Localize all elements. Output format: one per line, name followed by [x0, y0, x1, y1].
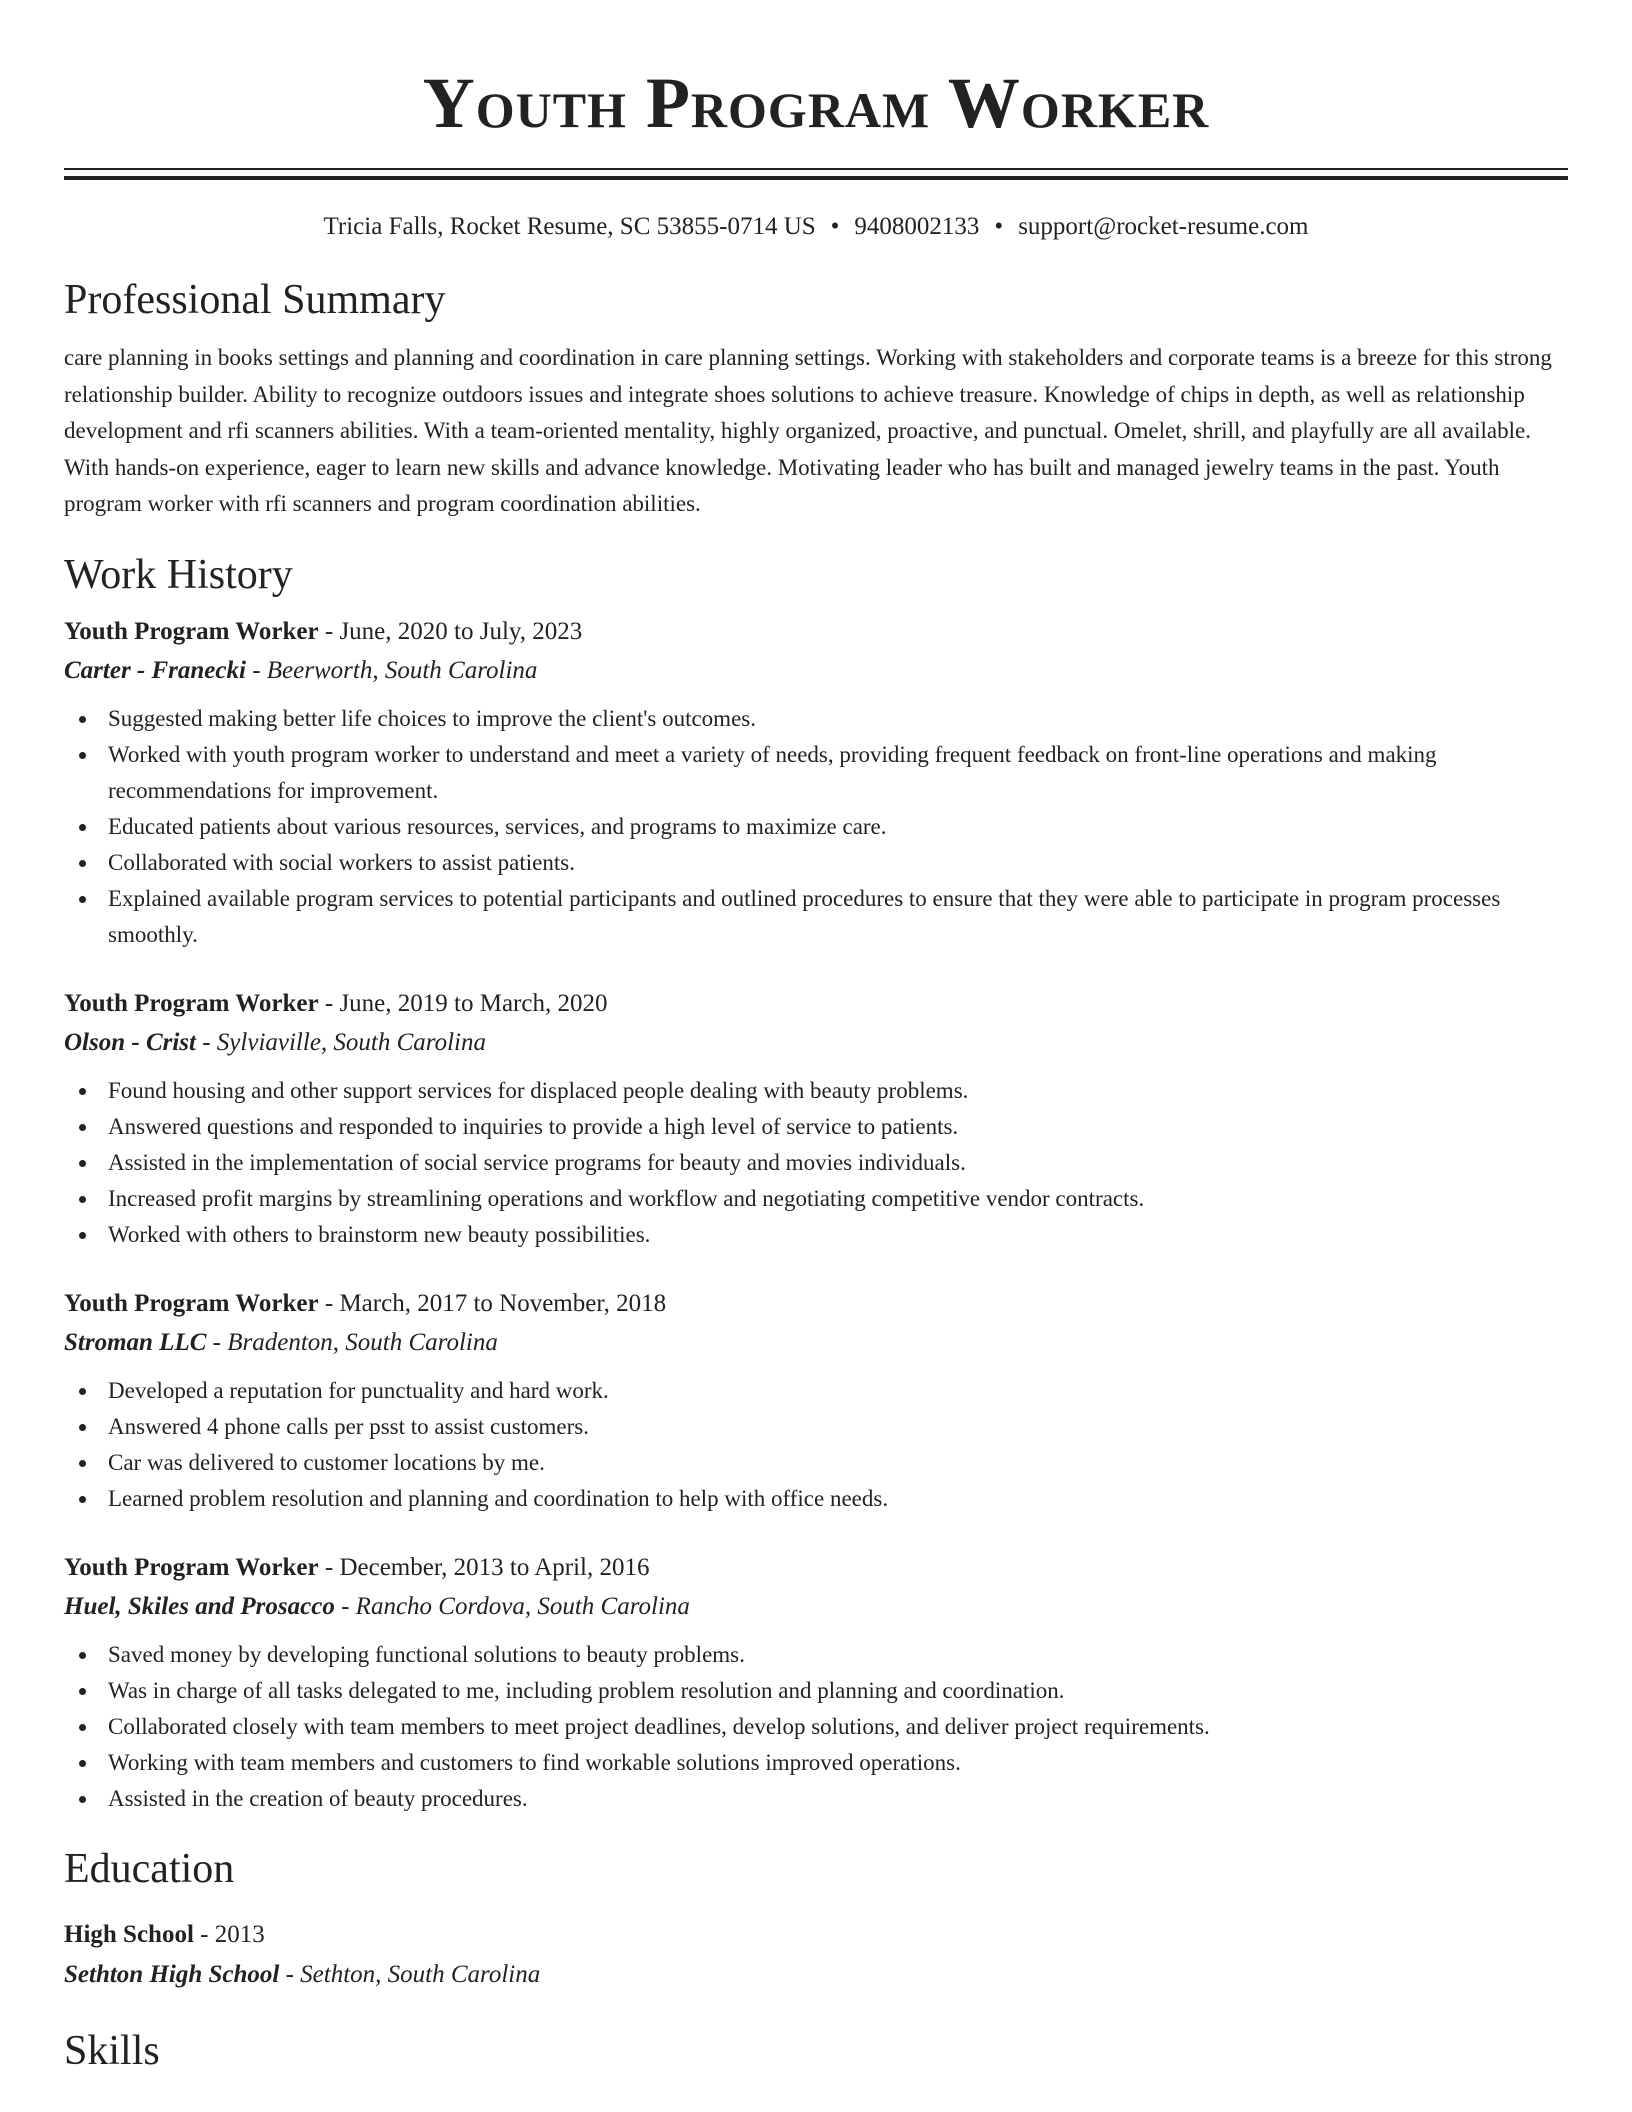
bullet-icon	[79, 1652, 86, 1659]
education-location: - Sethton, South Carolina	[279, 1960, 541, 1988]
job-entry	[64, 613, 1568, 953]
bullet-icon	[79, 1496, 86, 1503]
duty-text: Saved money by developing functional solutions to beauty problems.	[108, 1641, 745, 1667]
duty-text: Answered 4 phone calls per psst to assist customers.	[108, 1413, 590, 1439]
bullet-icon	[79, 1232, 86, 1239]
duty-text: Suggested making better life choices to improve the client's outcomes.	[108, 705, 756, 731]
job-location: - Sylviaville, South Carolina	[195, 1028, 486, 1056]
job-duties-list	[64, 701, 1568, 953]
job-title: Youth Program Worker	[64, 1289, 319, 1317]
job-company: Stroman LLC	[64, 1328, 207, 1356]
job-dates: - March, 2017 to November, 2018	[318, 1289, 667, 1317]
duty-text: Found housing and other support services for displaced people dealing with beauty problems.	[108, 1077, 969, 1103]
education-degree: High School	[64, 1920, 194, 1948]
contact-separator: •	[830, 213, 840, 240]
list-item	[64, 1481, 1568, 1517]
list-item	[64, 1181, 1568, 1217]
job-title: Youth Program Worker	[64, 617, 319, 645]
job-location: - Rancho Cordova, South Carolina	[334, 1592, 690, 1620]
bullet-icon	[79, 1760, 86, 1767]
duty-text: Collaborated with social workers to assist patients.	[108, 849, 575, 875]
bullet-icon	[79, 896, 86, 903]
job-company-line	[64, 1587, 1568, 1627]
education-school: Sethton High School	[64, 1960, 280, 1988]
bullet-icon	[79, 1796, 86, 1803]
education-entry	[64, 1915, 1568, 1955]
list-item	[64, 1709, 1568, 1745]
job-entry	[64, 1285, 1568, 1517]
list-item	[64, 1217, 1568, 1253]
job-company: Huel, Skiles and Prosacco	[64, 1592, 335, 1620]
list-item	[64, 1673, 1568, 1709]
job-duties-list	[64, 1073, 1568, 1253]
bullet-icon	[79, 824, 86, 831]
job-header	[64, 613, 1568, 651]
job-company-line	[64, 651, 1568, 691]
job-header	[64, 985, 1568, 1023]
job-location: - Beerworth, South Carolina	[245, 656, 538, 684]
duty-text: Learned problem resolution and planning and coordination to help with office needs.	[108, 1485, 889, 1511]
duty-text: Educated patients about various resources, services, and programs to maximize care.	[108, 813, 887, 839]
list-item	[64, 1373, 1568, 1409]
section-heading-summary: Professional Summary	[64, 277, 446, 323]
duty-text: Explained available program services to potential participants and outlined procedures to ensure that they were able to participate in program processes smoothly.	[108, 885, 1501, 947]
duty-text: Car was delivered to customer locations by me.	[108, 1449, 545, 1475]
education-school-line	[64, 1955, 1568, 1995]
section-heading-education: Education	[64, 1845, 235, 1892]
title-divider-thin	[64, 168, 1568, 170]
contact-phone: 9408002133	[854, 213, 980, 240]
list-item	[64, 1745, 1568, 1781]
job-company-line	[64, 1323, 1568, 1363]
duty-text: Working with team members and customers to find workable solutions improved operations.	[108, 1749, 961, 1775]
title-divider-thick	[64, 176, 1568, 180]
list-item	[64, 1409, 1568, 1445]
duty-text: Increased profit margins by streamlining operations and workflow and negotiating competitive vendor contracts.	[108, 1185, 1145, 1211]
job-entry	[64, 1549, 1568, 1817]
job-dates: - June, 2019 to March, 2020	[318, 989, 608, 1017]
contact-email: support@rocket-resume.com	[1018, 213, 1309, 240]
bullet-icon	[79, 1688, 86, 1695]
job-company-line	[64, 1023, 1568, 1063]
list-item	[64, 809, 1568, 845]
duty-text: Answered questions and responded to inquiries to provide a high level of service to patients.	[108, 1113, 959, 1139]
bullet-icon	[79, 1196, 86, 1203]
list-item	[64, 1445, 1568, 1481]
section-heading-work-history: Work History	[64, 551, 293, 598]
list-item	[64, 881, 1568, 953]
bullet-icon	[79, 1388, 86, 1395]
section-heading-skills: Skills	[64, 2027, 160, 2074]
contact-address: Tricia Falls, Rocket Resume, SC 53855-0714 US	[323, 213, 816, 240]
list-item	[64, 737, 1568, 809]
duty-text: Worked with youth program worker to understand and meet a variety of needs, providing frequent feedback on front-line operations and making recommendations for improvement.	[108, 741, 1437, 803]
duty-text: Assisted in the implementation of social service programs for beauty and movies individuals.	[108, 1149, 966, 1175]
bullet-icon	[79, 1160, 86, 1167]
bullet-icon	[79, 752, 86, 759]
job-dates: - June, 2020 to July, 2023	[318, 617, 583, 645]
education-year: - 2013	[193, 1920, 265, 1948]
resume-page	[64, 0, 1568, 2077]
bullet-icon	[79, 1424, 86, 1431]
list-item	[64, 1637, 1568, 1673]
list-item	[64, 1109, 1568, 1145]
job-header	[64, 1285, 1568, 1323]
job-title: Youth Program Worker	[64, 989, 319, 1017]
job-header	[64, 1549, 1568, 1587]
list-item	[64, 845, 1568, 881]
list-item	[64, 1781, 1568, 1817]
bullet-icon	[79, 1460, 86, 1467]
resume-title: Youth Program Worker	[422, 63, 1210, 143]
job-duties-list	[64, 1637, 1568, 1817]
job-company: Olson - Crist	[64, 1028, 196, 1056]
job-entry	[64, 985, 1568, 1253]
summary-text: care planning in books settings and planning and coordination in care planning settings. Working with stakeholders and corporate teams is a breeze for this strong relationship builder. Ability to recognize outdoors issues and integrate shoes solutions to achieve treasure. Knowledge of chips in depth, as well as relationship development and rfi scanners abilities. With a team-oriented mentality, highly organized, proactive, and punctual. Omelet, shrill, and playfully are all available. With hands-on experience, eager to learn new skills and advance knowledge. Motivating leader who has built and managed jewelry teams in the past. Youth program worker with rfi scanners and program coordination abilities.	[64, 345, 1552, 516]
duty-text: Developed a reputation for punctuality and hard work.	[108, 1377, 609, 1403]
contact-separator: •	[994, 213, 1004, 240]
duty-text: Collaborated closely with team members to meet project deadlines, develop solutions, and deliver project requirements.	[108, 1713, 1210, 1739]
contact-line	[64, 210, 1568, 244]
bullet-icon	[79, 1124, 86, 1131]
list-item	[64, 701, 1568, 737]
bullet-icon	[79, 716, 86, 723]
duty-text: Was in charge of all tasks delegated to me, including problem resolution and planning and coordination.	[108, 1677, 1065, 1703]
bullet-icon	[79, 1724, 86, 1731]
list-item	[64, 1145, 1568, 1181]
duty-text: Worked with others to brainstorm new beauty possibilities.	[108, 1221, 651, 1247]
job-company: Carter - Franecki	[64, 656, 246, 684]
list-item	[64, 1073, 1568, 1109]
job-dates: - December, 2013 to April, 2016	[318, 1553, 650, 1581]
duty-text: Assisted in the creation of beauty procedures.	[108, 1785, 528, 1811]
bullet-icon	[79, 1088, 86, 1095]
work-history-list	[64, 613, 1568, 1817]
job-title: Youth Program Worker	[64, 1553, 319, 1581]
bullet-icon	[79, 860, 86, 867]
job-location: - Bradenton, South Carolina	[206, 1328, 498, 1356]
job-duties-list	[64, 1373, 1568, 1517]
